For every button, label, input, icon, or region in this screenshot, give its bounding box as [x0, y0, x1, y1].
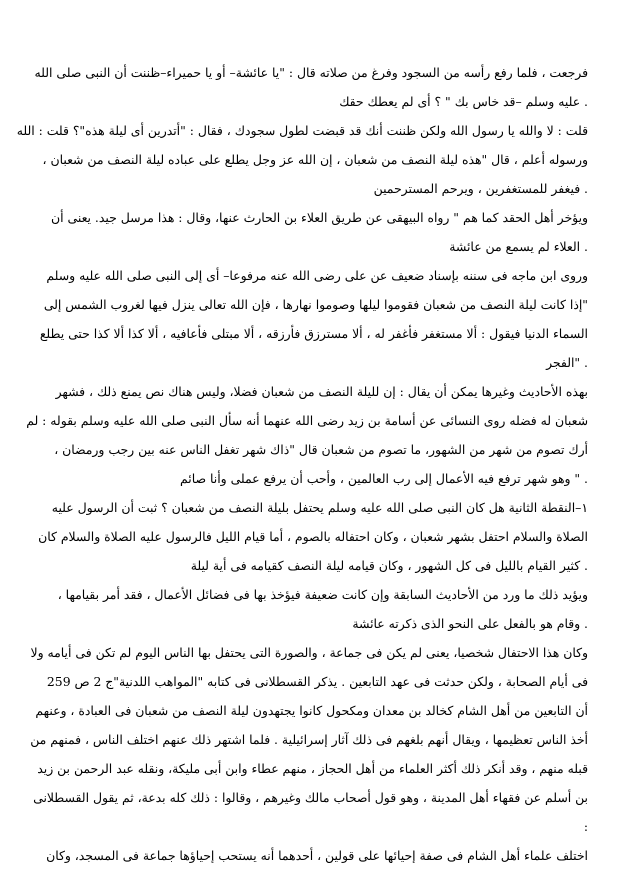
text-line: السماء الدنيا فيقول : ألا مستغفر فأغفر له ، ألا مسترزق فأرزقه ، ألا مبتلى فأعافيه ، ألا كذا ألا كذا حتى يطلع [39, 326, 588, 341]
text-line: ورسوله أعلم ، قال "هذه ليلة النصف من شعبان ، إن الله عز وجل يطلع على عباده ليلة النصف من شعبان ، [42, 152, 588, 167]
text-line: أرك تصوم من شهر من الشهور، ما تصوم من شعبان قال "ذاك شهر تغفل الناس عنه بين رجب ورمضان ، [54, 442, 588, 457]
document-page [16, 58, 588, 870]
text-line: أخذ الناس تعظيمها ، ويقال أنهم بلغهم فى ذلك آثار إسرائيلية . فلما اشتهر ذلك عنهم اختلف الناس ، فمنهم من [30, 732, 588, 747]
text-line: فى أيام الصحابة ، ولكن حدثت فى عهد التابعين . يذكر القسطلانى فى كتابه "المواهب اللدنية"ج 2 ص 259 [46, 674, 588, 689]
text-line: وكان هذا الاحتفال شخصيا، يعنى لم يكن فى جماعة ، والصورة التى يحتفل بها الناس اليوم لم تكن فى أيامه ولا [30, 645, 588, 660]
text-line: أن التابعين من أهل الشام كخالد بن معدان ومكحول كانوا يجتهدون ليلة النصف من شعبان فى العبادة ، وعنهم [35, 703, 588, 718]
text-line: . فيغفر للمستغفرين ، ويرحم المسترحمين [373, 181, 588, 196]
text-line: قبله منهم ، وقد أنكر ذلك أكثر العلماء من أهل الحجاز ، منهم عطاء وابن أبى مليكة، ونقله عبد الرحمن بن زيد [37, 761, 588, 776]
text-line: بن أسلم عن فقهاء أهل المدينة ، وهو قول أصحاب مالك وغيرهم ، وقالوا : ذلك كله بدعة، ثم يقول القسطلانى [33, 790, 588, 805]
text-line: اختلف علماء أهل الشام فى صفة إحيائها على قولين ، أحدهما أنه يستحب إحياؤها جماعة فى المسجد، وكان [46, 848, 588, 863]
text-line: : [583, 819, 588, 834]
text-line: ويؤيد ذلك ما ورد من الأحاديث السابقة وإن كانت ضعيفة فيؤخذ بها فى فضائل الأعمال ، فقد أمر بقيامها ، [57, 587, 588, 602]
text-line: . وقام هو بالفعل على النحو الذى ذكرته عائشة [352, 616, 588, 631]
text-line: . كثير القيام بالليل فى كل الشهور ، وكان قيامه ليلة النصف كقيامه فى أية ليلة [190, 558, 588, 573]
text-line: الصلاة والسلام احتفل بشهر شعبان ، وكان احتفاله بالصوم ، أما قيام الليل فالرسول عليه الصلاة والسلام كان [38, 529, 588, 544]
text-line: . عليه وسلم –قد خاس بك " ؟ أى لم يعطك حقك [339, 94, 588, 109]
text-line: "إذا كانت ليلة النصف من شعبان فقوموا ليلها وصوموا نهارها ، فإن الله تعالى ينزل فيها لغروب الشمس إلى [43, 297, 588, 312]
text-line: . " وهو شهر ترفع فيه الأعمال إلى رب العالمين ، وأحب أن يرفع عملى وأنا صائم [180, 471, 588, 486]
text-line: ١–النقطة الثانية هل كان النبى صلى الله عليه وسلم يحتفل بليلة النصف من شعبان ؟ ثبت أن الرسول عليه [51, 500, 588, 515]
text-line: . "الفجر [546, 355, 588, 370]
text-line: قلت : لا والله يا رسول الله ولكن ظننت أنك قد قبضت لطول سجودك ، فقال : "أتدرين أى ليلة هذه"؟ قلت : الله [16, 123, 588, 138]
text-line: وروى ابن ماجه فى سننه بإسناد ضعيف عن على رضى الله عنه مرفوعا– أى إلى النبى صلى الله عليه وسلم [46, 268, 588, 283]
text-line: ويؤخر أهل الحقد كما هم " رواه البيهقى عن طريق العلاء بن الحارث عنها، وقال : هذا مرسل جيد. يعنى أن [51, 210, 588, 225]
text-line: شعبان له فضله روى النسائى عن أسامة بن زيد رضى الله عنهما أنه سأل النبى صلى الله عليه وسلم بقوله : لم [26, 413, 588, 428]
text-line: بهذه الأحاديث وغيرها يمكن أن يقال : إن لليلة النصف من شعبان فضلا، وليس هناك نص يمنع ذلك ، فشهر [55, 384, 588, 399]
text-line: فرجعت ، فلما رفع رأسه من السجود وفرغ من صلاته قال : "يا عائشة– أو يا حميراء–ظننت أن النبى صلى الله [34, 65, 588, 80]
text-line: . العلاء لم يسمع من عائشة [449, 239, 588, 254]
